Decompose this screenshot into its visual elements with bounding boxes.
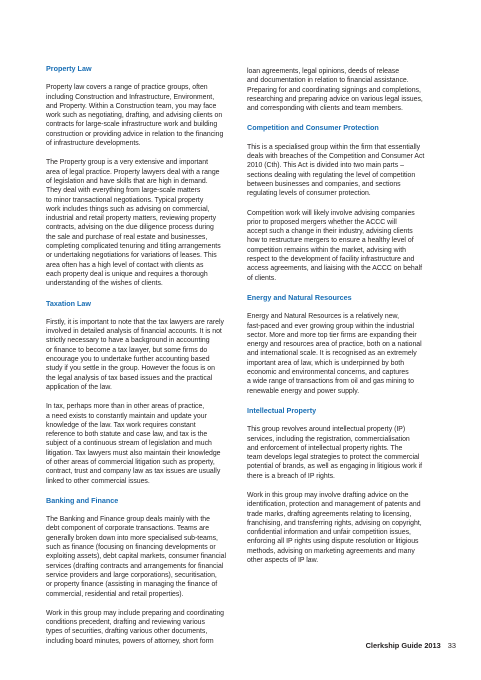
paragraph-taxation-2: In tax, perhaps more than in other areas of practice, a need exists to constantly maintain and update your knowledge of the law. Tax work requires constant reference to both statute and case law, and tax is the subject of a continuous stream of legislation and much litigation. Tax lawyers must also maintain their knowledge of other areas of commercial litigation such as property, contract, trust and company law as tax issues are usually linked to other commercial issues. xyxy=(46,403,221,485)
heading-intellectual-property: Intellectual Property xyxy=(247,405,317,415)
heading-energy-resources: Energy and Natural Resources xyxy=(247,292,352,302)
paragraph-banking-1: The Banking and Finance group deals mainly with the debt component of corporate transactions. Teams are generally broken down into more specialised sub-teams, such as finance (focusing on financing developments or exploiting assets), debt capital markets, consumer financial services (drafting contracts and arrangements for financial service providers and large corporations), securitisation, or property finance (assisting in managing the finance of commercial, residential and retail properties). xyxy=(46,516,227,598)
page-footer xyxy=(356,641,456,651)
page-number: 33 xyxy=(447,641,456,650)
left-column xyxy=(46,64,246,656)
paragraph-energy: Energy and Natural Resources is a relatively new, fast-paced and ever growing group within the industrial sector. More and more top tier firms are expanding their energy and resources area of practice, both on a national and international scale. It is recognised as an extremely important area of law, which is underpinned by both economic and environmental concerns, and captures a wide range of transactions from oil and gas mining to renewable energy and power supply. xyxy=(247,313,422,395)
paragraph-banking-continued: loan agreements, legal opinions, deeds of release and documentation in relation to financial assistance. Preparing for and coordinating signings and completions, researching and preparing advice on various legal issues, and corresponding with clients and team members. xyxy=(247,68,423,113)
right-column xyxy=(247,67,447,575)
paragraph-banking-2: Work in this group may include preparing and coordinating conditions precedent, drafting and reviewing various types of securities, drafting various other documents, including board minutes, powers of attorney, short form xyxy=(46,609,224,645)
heading-competition-consumer: Competition and Consumer Protection xyxy=(247,123,379,133)
paragraph-ip-2: Work in this group may involve drafting advice on the identification, protection and management of patents and trade marks, drafting agreements relating to licensing, franchising, and transferring rights, advising on copyright, confidential information and unfair competition issues, enforcing all IP rights using dispute resolution or litigious methods, advising on marketing agreements and many other aspects of IP law. xyxy=(247,491,422,565)
heading-taxation-law: Taxation Law xyxy=(46,298,91,308)
publication-title: Clerkship Guide 2013 xyxy=(365,641,441,650)
paragraph-property-1: Property law covers a range of practice groups, often including Construction and Infrastructure, Environment, and Property. Within a Construction team, you may face work such as negotiating, drafting, and advising clients on contracts for large-scale infrastructure work and building construction or providing advice in relation to the financing of infrastructure developments. xyxy=(46,84,224,148)
paragraph-competition-1: This is a specialised group within the firm that essentially deals with breaches of the Competition and Consumer Act 2010 (Cth). This Act is divided into two main parts – sections dealing with regulating the level of competition between businesses and companies, and sections regulating levels of consumer protection. xyxy=(247,143,425,198)
heading-banking-finance: Banking and Finance xyxy=(46,495,119,505)
paragraph-property-2: The Property group is a very extensive and important area of legal practice. Property lawyers deal with a range of legislation and have skills that are high in demand. They deal with everything from large-scale matters to minor transactional negotiations. Typical property work includes things such as advising on commercial, industrial and retail property matters, reviewing property contracts, advising on the due diligence process during the sale and purchase of real estate and businesses, completing complicated tenuring and titling arrangements or undertaking negotiations for variations of leases. This area often has a high level of contact with clients as each property deal is unique and requires a thorough understanding of the wishes of clients. xyxy=(46,159,221,288)
heading-property-law: Property Law xyxy=(46,64,92,73)
paragraph-taxation-1: Firstly, it is important to note that the tax lawyers are rarely involved in detailed analysis of financial accounts. It is not strictly necessary to have a background in accounting or finance to become a tax lawyer, but some firms do encourage you to undertake further accounting based study if you settle in the group. However the focus is on the legal analysis of tax based issues and the practical application of the law. xyxy=(46,318,224,391)
paragraph-ip-1: This group revolves around intellectual property (IP) services, including the registration, commercialisation and enforcement of intellectual property rights. The team develops legal strategies to protect the commercial potential of brands, as well as engaging in litigious work if there is a breach of IP rights. xyxy=(247,426,423,480)
paragraph-competition-2: Competition work will likely involve advising companies prior to proposed mergers whether the ACCC will accept such a change in their industry, advising clients how to restructure mergers to ensure a healthy level of competition remains within the market, advising with respect to the development of facility infrastructure and access agreements, and liaising with the ACCC on behalf of clients. xyxy=(247,209,423,282)
